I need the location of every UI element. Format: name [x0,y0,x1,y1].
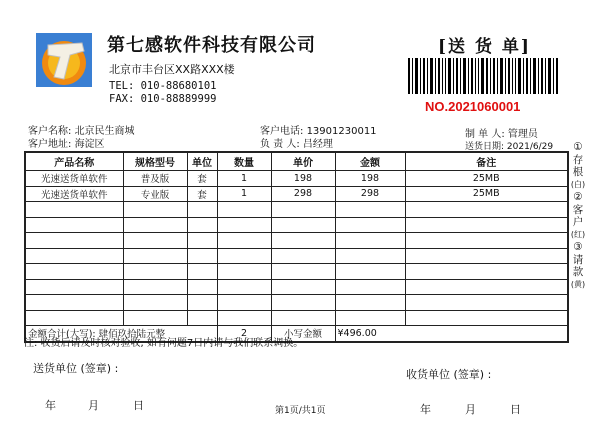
document-title: [送 货 单] [438,37,531,57]
unit-cell: 套 [187,171,217,187]
product-name-cell: 光速送货单软件 [25,186,123,202]
maker-row [465,125,538,140]
copy-marker-char: ① [573,141,583,153]
company-contact [109,80,216,106]
copy-markers [570,141,586,291]
customer-address-row [28,135,105,150]
receiver-signature-label: 收货单位 (签章) : [406,368,492,381]
barcode-icon [408,58,560,94]
customer-phone-label: 客户电话: [260,126,304,137]
amount-cell: 198 [335,171,405,187]
table-row-empty [25,279,568,295]
receiver-month: 月 [465,403,476,416]
table-row-empty [25,202,568,218]
copy-marker-char: ② [573,191,583,203]
sender-day: 日 [133,399,144,412]
copy-marker-char: 客 [572,203,584,216]
company-address: 北京市丰台区XX路XXX楼 [109,63,235,76]
column-header: 数量 [217,152,271,171]
table-row [25,171,568,187]
document-number: NO.2021060001 [425,99,521,114]
column-header: 单价 [271,152,335,171]
table-row-empty [25,295,568,311]
customer-name-value: 北京民生商城 [74,126,135,137]
maker-label: 制 单 人: [465,129,505,140]
copy-marker-char: (白) [570,179,586,189]
company-fax: FAX: 010-88889999 [109,93,217,105]
responsible-person-label: 负 责 人: [260,139,300,150]
receiver-year: 年 [420,403,431,416]
responsible-person-row [260,135,333,150]
table-header-row [25,152,568,171]
sender-signature-label: 送货单位 (签章) : [33,362,119,375]
maker-value: 管理员 [507,129,538,140]
logo-seven-icon [36,33,92,87]
copy-marker-char: 根 [572,166,584,178]
column-header: 备注 [405,152,568,171]
table-row-empty [25,310,568,326]
remark-cell: 25MB [405,171,568,187]
delivery-date-value: 2021/6/29 [506,142,554,152]
copy-marker-char: (红) [570,229,586,239]
customer-address-value: 海淀区 [74,139,105,150]
column-header: 产品名称 [25,152,123,171]
copy-marker-char: 户 [572,216,584,228]
customer-name-label: 客户名称: [28,126,72,137]
spec-cell: 普及版 [123,171,187,187]
column-header: 单位 [187,152,217,171]
quantity-cell: 1 [217,186,271,202]
table-row-empty [25,248,568,264]
small-amount-value: ¥496.00 [335,326,568,342]
page-number: 第1页/共1页 [275,406,326,416]
copy-marker-char: 款 [572,266,584,278]
remark-cell: 25MB [405,186,568,202]
price-cell: 198 [271,171,335,187]
total-quantity-cell: 2 [217,326,271,342]
items-table [24,151,569,343]
table-row-empty [25,233,568,249]
copy-marker-char: ③ [573,241,583,253]
delivery-date-label: 送货日期: [465,142,505,152]
table-row-empty [25,264,568,280]
copy-marker-char: 请 [572,253,584,266]
total-words-value: 肆佰玖拾陆元整 [98,329,166,341]
quantity-cell: 1 [217,171,271,187]
total-words-label: 金额合计(大写): [28,329,96,341]
table-row [25,186,568,202]
column-header: 规格型号 [123,152,187,171]
customer-address-label: 客户地址: [28,139,72,150]
responsible-person-value: 吕经理 [302,139,333,150]
receiver-day: 日 [510,403,521,416]
spec-cell: 专业版 [123,186,187,202]
remark-note: 注: 收货后请及时核对验收, 如有问题7日内请与我们联系调换。 [24,338,304,349]
sender-month: 月 [88,399,99,412]
amount-cell: 298 [335,186,405,202]
table-row-empty [25,217,568,233]
unit-cell: 套 [187,186,217,202]
product-name-cell: 光速送货单软件 [25,171,123,187]
column-header: 金额 [335,152,405,171]
company-name: 第七感软件科技有限公司 [107,35,316,56]
sender-year: 年 [45,399,56,412]
company-tel: TEL: 010-88680101 [109,80,217,92]
customer-phone-value: 13901230011 [306,126,377,137]
price-cell: 298 [271,186,335,202]
company-logo [36,33,92,87]
copy-marker-char: (黄) [570,279,586,289]
copy-marker-char: 存 [572,153,584,166]
small-amount-label: 小写金额 [271,326,335,342]
